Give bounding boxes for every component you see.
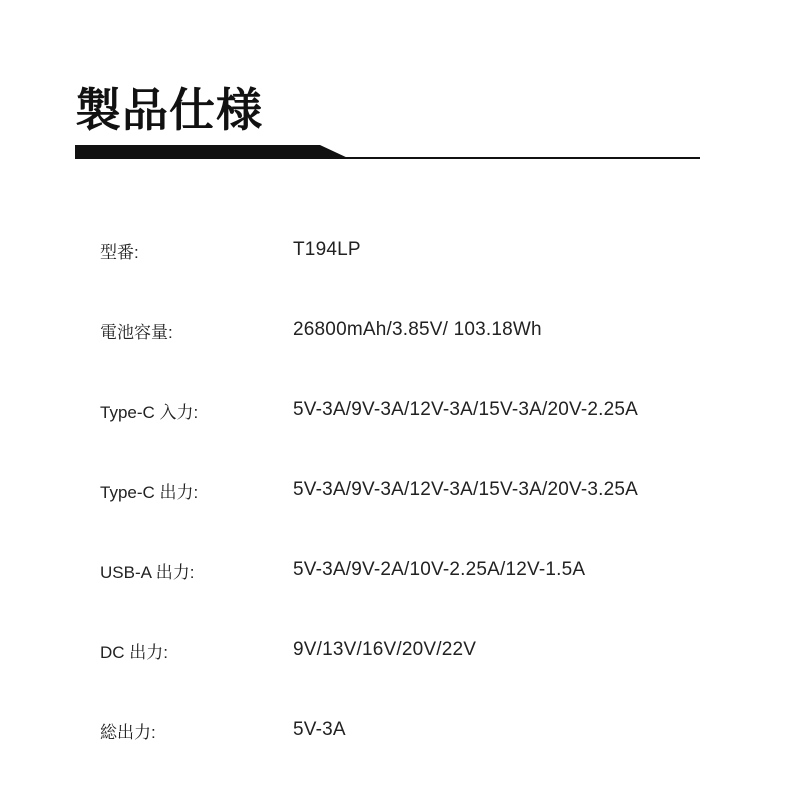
spec-label: 型番: [100,242,139,262]
spec-value: T194LP [293,239,361,260]
spec-label: Type-C 入力: [100,402,199,422]
page-title: 製品仕様 [75,83,263,137]
spec-row-typec-input [100,370,740,450]
title-underline [75,157,700,159]
spec-row-typec-output [100,450,740,530]
spec-value: 5V-3A/9V-2A/10V-2.25A/12V-1.5A [293,559,586,580]
spec-row-usba-output [100,530,740,610]
spec-row-dc-output [100,610,740,690]
spec-label: 総出力: [100,722,156,742]
spec-row-total-output [100,690,740,770]
spec-row-model [100,210,740,290]
spec-label: DC 出力: [100,642,168,662]
spec-label: Type-C 出力: [100,482,199,502]
spec-value: 5V-3A/9V-3A/12V-3A/15V-3A/20V-3.25A [293,479,639,500]
spec-value: 5V-3A [293,719,346,740]
spec-label: USB-A 出力: [100,562,195,582]
spec-value: 9V/13V/16V/20V/22V [293,639,477,660]
spec-value: 5V-3A/9V-3A/12V-3A/15V-3A/20V-2.25A [293,399,639,420]
spec-label: 電池容量: [100,322,173,342]
spec-list [100,210,740,770]
spec-value: 26800mAh/3.85V/ 103.18Wh [293,319,542,340]
spec-row-capacity [100,290,740,370]
